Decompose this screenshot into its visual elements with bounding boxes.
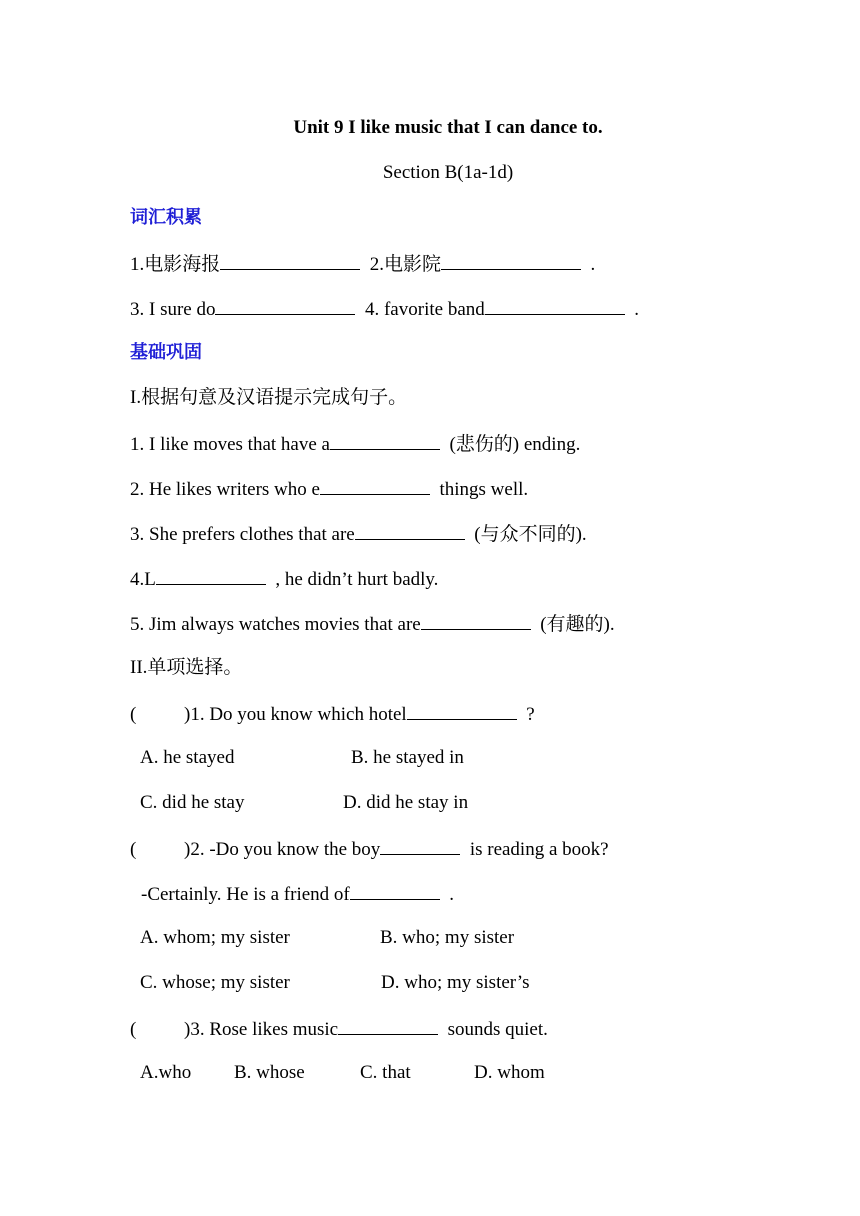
- part2-instruction: II.单项选择。: [130, 657, 243, 678]
- question-text: 5. Jim always watches movies that are: [130, 614, 421, 635]
- page-title: Unit 9 I like music that I can dance to.: [293, 117, 603, 138]
- question-hint: , he didn’t hurt badly.: [275, 569, 439, 590]
- part1-question-2: [130, 476, 528, 502]
- part1-question-5: [130, 611, 615, 637]
- question-text: 4.L: [130, 569, 156, 590]
- question-text: )3. Rose likes music: [184, 1019, 339, 1040]
- answer-blank[interactable]: [320, 476, 430, 495]
- answer-paren[interactable]: (: [130, 1019, 137, 1040]
- vocab-row-1: [130, 251, 595, 277]
- answer-blank[interactable]: [330, 431, 440, 450]
- option-d[interactable]: D. whom: [474, 1062, 545, 1083]
- vocab-heading: 词汇积累: [130, 207, 202, 228]
- answer-blank[interactable]: [380, 836, 460, 855]
- part2-question-2-line2: [141, 881, 454, 907]
- basics-heading: 基础巩固: [130, 342, 202, 363]
- option-c[interactable]: C. did he stay: [140, 792, 245, 813]
- option-d[interactable]: D. did he stay in: [343, 792, 469, 813]
- question-text: )2. -Do you know the boy: [184, 839, 381, 860]
- answer-blank[interactable]: [215, 296, 355, 315]
- option-b[interactable]: B. who; my sister: [380, 927, 515, 948]
- answer-blank[interactable]: [156, 566, 266, 585]
- question-hint: (有趣的).: [540, 614, 615, 635]
- part2-question-1: [130, 701, 535, 727]
- question-text: )1. Do you know which hotel: [184, 704, 407, 725]
- answer-blank[interactable]: [407, 701, 517, 720]
- option-a[interactable]: A. he stayed: [140, 747, 235, 768]
- answer-paren[interactable]: (: [130, 839, 137, 860]
- question-hint: (与众不同的).: [474, 524, 587, 545]
- question-text: 1. I like moves that have a: [130, 434, 330, 455]
- answer-blank[interactable]: [350, 881, 440, 900]
- question-hint: (悲伤的) ending.: [449, 434, 581, 455]
- question-text: 3. She prefers clothes that are: [130, 524, 355, 545]
- vocab-row-2: [130, 296, 639, 322]
- part1-question-1: [130, 431, 580, 457]
- part1-question-3: [130, 521, 587, 547]
- vocab-item-4: 4. favorite band: [364, 299, 485, 320]
- option-b[interactable]: B. whose: [234, 1062, 305, 1083]
- option-c[interactable]: C. whose; my sister: [140, 972, 290, 993]
- part2-question-2: [130, 836, 609, 862]
- question-end: ?: [526, 704, 535, 725]
- option-b[interactable]: B. he stayed in: [351, 747, 464, 768]
- answer-blank[interactable]: [355, 521, 465, 540]
- option-a[interactable]: A. whom; my sister: [140, 927, 290, 948]
- vocab-row-end: .: [634, 299, 639, 320]
- option-a[interactable]: A.who: [140, 1062, 192, 1083]
- question-hint: things well.: [439, 479, 529, 500]
- question-text: 2. He likes writers who e: [130, 479, 320, 500]
- part1-question-4: [130, 566, 438, 592]
- answer-blank[interactable]: [421, 611, 531, 630]
- answer-blank[interactable]: [338, 1016, 438, 1035]
- vocab-row-end: .: [590, 254, 596, 275]
- option-d[interactable]: D. who; my sister’s: [381, 972, 530, 993]
- vocab-item-3: 3. I sure do: [130, 299, 216, 320]
- question-end: sounds quiet.: [447, 1019, 548, 1040]
- answer-blank[interactable]: [220, 251, 360, 270]
- answer-blank[interactable]: [441, 251, 581, 270]
- answer-paren[interactable]: (: [130, 704, 137, 725]
- question-end: is reading a book?: [469, 839, 609, 860]
- part1-instruction: I.根据句意及汉语提示完成句子。: [130, 387, 408, 408]
- question-text: -Certainly. He is a friend of: [141, 884, 350, 905]
- question-end: .: [449, 884, 454, 905]
- answer-blank[interactable]: [485, 296, 625, 315]
- vocab-item-2: 2.电影院: [369, 254, 442, 275]
- part2-question-3: [130, 1016, 548, 1042]
- vocab-item-1: 1.电影海报: [130, 254, 221, 275]
- section-subtitle: Section B(1a-1d): [382, 162, 514, 183]
- option-c[interactable]: C. that: [360, 1062, 411, 1083]
